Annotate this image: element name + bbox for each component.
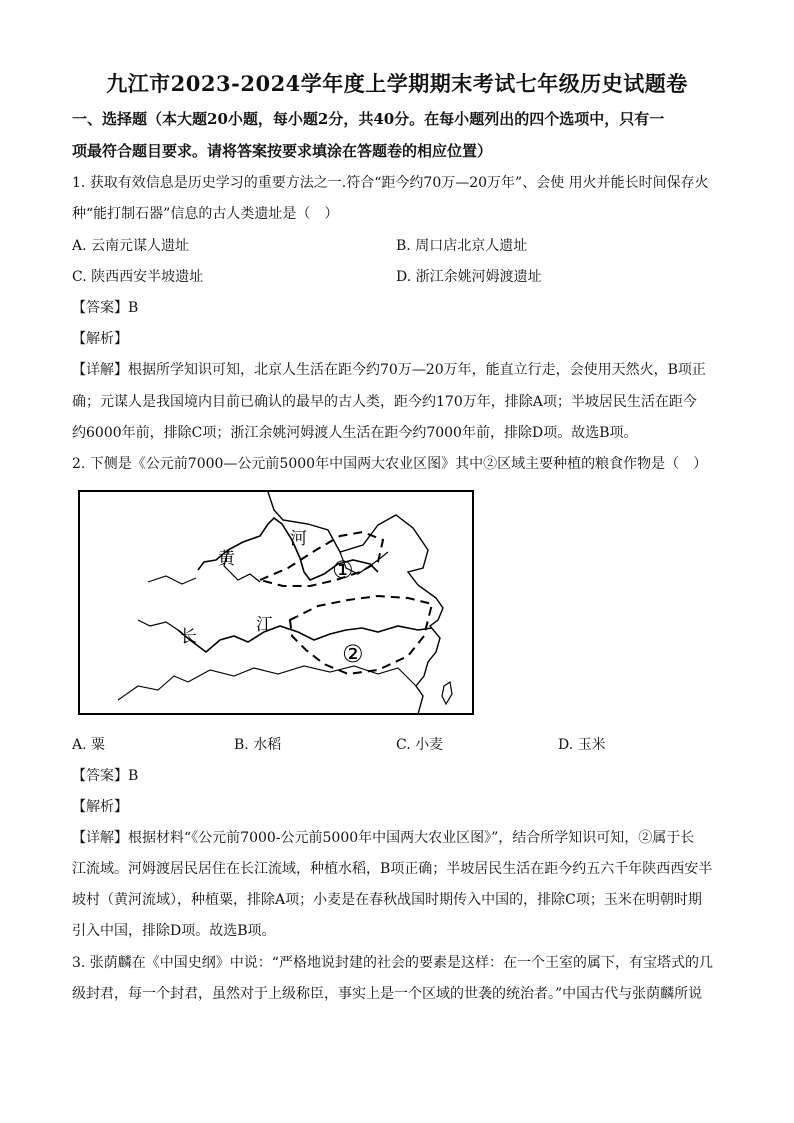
section-heading-line1: 一、选择题（本大题20小题，每小题2分，共40分。在每小题列出的四个选项中，只有一 [72, 110, 665, 128]
map-label-chang: 长 [180, 627, 197, 647]
q1-detail-line3: 约6000年前，排除C项；浙江余姚河姆渡人生活在距今约7000年前，排除D项。故选B项。 [72, 425, 638, 441]
q1-stem-line2: 种“能打制石器”信息的古人类遗址是（ ） [72, 206, 339, 222]
q2-detail-label: 【详解】 [72, 830, 128, 846]
map-label-jiang: 江 [256, 615, 273, 635]
q2-detail-line4: 引入中国，排除D项。故选B项。 [72, 923, 276, 939]
map-frame [79, 491, 473, 714]
q2-analysis-label: 【解析】 [72, 799, 128, 815]
q1-option-b: B. 周口店北京人遗址 [396, 238, 528, 254]
map-label-huang: 黄 [218, 549, 235, 569]
map-label-region-2: ② [342, 640, 364, 668]
q2-option-c: C. 小麦 [396, 737, 444, 753]
q2-option-d: D. 玉米 [558, 737, 606, 753]
map-label-he: 河 [290, 529, 307, 549]
q1-option-c: C. 陕西西安半坡遗址 [72, 269, 204, 285]
q1-detail-label: 【详解】 [72, 362, 128, 378]
q2-detail-text1: 根据材料“《公元前7000-公元前5000年中国两大农业区图》”，结合所学知识可知，②属于长 [128, 830, 695, 846]
q2-detail-line1 [72, 827, 732, 847]
q1-option-d: D. 浙江余姚河姆渡遗址 [396, 269, 542, 285]
map-label-region-1: ① [332, 556, 354, 584]
q2-stem: 2. 下侧是《公元前7000—公元前5000年中国两大农业区图》其中②区域主要种植的粮食作物是（ ） [72, 456, 708, 472]
q1-answer [72, 297, 732, 317]
q2-answer [72, 765, 732, 785]
q2-answer-label: 【答案】 [72, 768, 128, 784]
agriculture-region-map [78, 490, 474, 715]
q1-stem-line1: 1. 获取有效信息是历史学习的重要方法之一.符合“距今约70万—20万年”、会使 用火并能长时间保存火 [72, 175, 709, 191]
q1-answer-label: 【答案】 [72, 300, 128, 316]
q3-stem-line2: 级封君，每一个封君，虽然对于上级称臣，事实上是一个区域的世袭的统治者。”中国古代与张荫麟所说 [72, 986, 703, 1002]
q1-detail-text1: 根据所学知识可知，北京人生活在距今约70万—20万年，能直立行走，会使用天然火，B项正 [128, 362, 706, 378]
q1-analysis-label: 【解析】 [72, 331, 128, 347]
q2-option-b: B. 水稻 [234, 737, 282, 753]
q1-answer-value: B [128, 300, 139, 316]
q1-detail-line2: 确；元谋人是我国境内目前已确认的最早的古人类，距今约170万年，排除A项；半坡居民生活在距今 [72, 394, 697, 410]
q3-stem-line1: 3. 张荫麟在《中国史纲》中说：“严格地说封建的社会的要素是这样：在一个王室的属下，有宝塔式的几 [72, 955, 713, 971]
q2-answer-value: B [128, 768, 139, 784]
q2-detail-line3: 坡村（黄河流域），种植粟，排除A项；小麦是在春秋战国时期传入中国的，排除C项；玉米在明朝时期 [72, 892, 702, 908]
q1-option-a: A. 云南元谋人遗址 [72, 238, 190, 254]
q2-option-a: A. 粟 [72, 737, 106, 753]
page-title: 九江市2023-2024学年度上学期期末考试七年级历史试题卷 [106, 71, 688, 96]
section-heading-line2: 项最符合题目要求。请将答案按要求填涂在答题卷的相应位置） [72, 142, 493, 160]
q2-detail-line2: 江流域。河姆渡居民居住在长江流域，种植水稻，B项正确；半坡居民生活在距今约五六千年陕西西安半 [72, 861, 713, 877]
q1-detail-line1 [72, 359, 732, 379]
